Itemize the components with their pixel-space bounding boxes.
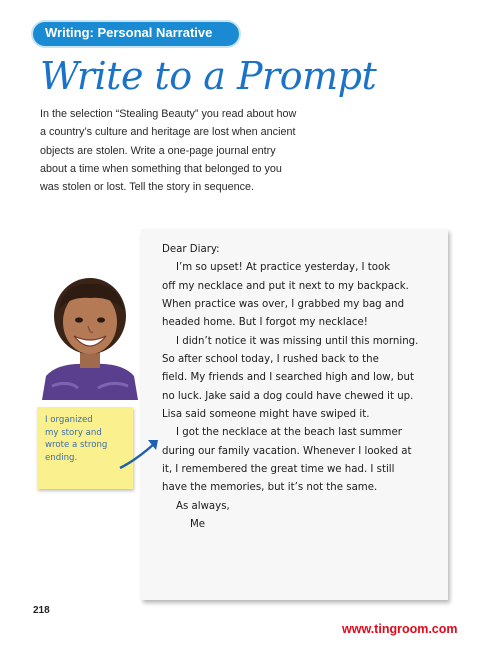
letter-line: I’m so upset! At practice yesterday, I took bbox=[176, 262, 391, 274]
note-line: my story and bbox=[45, 427, 102, 438]
letter-line: I got the necklace at the beach last summer bbox=[176, 427, 402, 439]
letter-line: When practice was over, I grabbed my bag and bbox=[162, 299, 405, 311]
prompt-line: objects are stolen. Write a one-page journal entry bbox=[40, 144, 276, 157]
letter-line: during our family vacation. Whenever I looked at bbox=[162, 445, 412, 457]
prompt-line: In the selection “Stealing Beauty” you read about how bbox=[40, 108, 297, 120]
journal-entry bbox=[162, 241, 444, 535]
letter-line: I didn’t notice it was missing until this morning. bbox=[176, 335, 419, 347]
page-number: 218 bbox=[33, 605, 50, 616]
letter-line: off my necklace and put it next to my backpack. bbox=[162, 280, 409, 292]
prompt-line: about a time when something that belonged to you bbox=[40, 162, 282, 175]
letter-line: Dear Diary: bbox=[162, 244, 220, 255]
letter-line: headed home. But I forgot my necklace! bbox=[162, 317, 368, 329]
letter-line: field. My friends and I searched high and low, but bbox=[162, 372, 414, 384]
prompt-paragraph bbox=[40, 105, 360, 196]
letter-line: Me bbox=[190, 519, 206, 531]
girl-photo bbox=[38, 276, 142, 400]
letter-line: no luck. Jake said a dog could have chewed it up. bbox=[162, 390, 414, 402]
section-banner-label: Writing: Personal Narrative bbox=[45, 25, 213, 40]
letter-line: it, I remembered the great time we had. I still bbox=[162, 464, 395, 476]
letter-line: As always, bbox=[176, 500, 230, 512]
watermark-link[interactable]: www.tingroom.com bbox=[342, 622, 458, 636]
prompt-line: a country’s culture and heritage are lost when ancient bbox=[40, 126, 296, 139]
arrow-icon bbox=[118, 436, 162, 472]
page-title: Write to a Prompt bbox=[40, 54, 377, 98]
note-line: wrote a strong bbox=[45, 440, 108, 450]
section-banner bbox=[33, 22, 239, 46]
letter-line: have the memories, but it’s not the same. bbox=[162, 482, 378, 494]
prompt-line: was stolen or lost. Tell the story in sequence. bbox=[40, 181, 255, 194]
note-line: ending. bbox=[45, 452, 78, 463]
note-line: I organized bbox=[45, 415, 93, 425]
letter-line: So after school today, I rushed back to the bbox=[162, 354, 379, 366]
letter-line: Lisa said someone might have swiped it. bbox=[162, 409, 370, 421]
